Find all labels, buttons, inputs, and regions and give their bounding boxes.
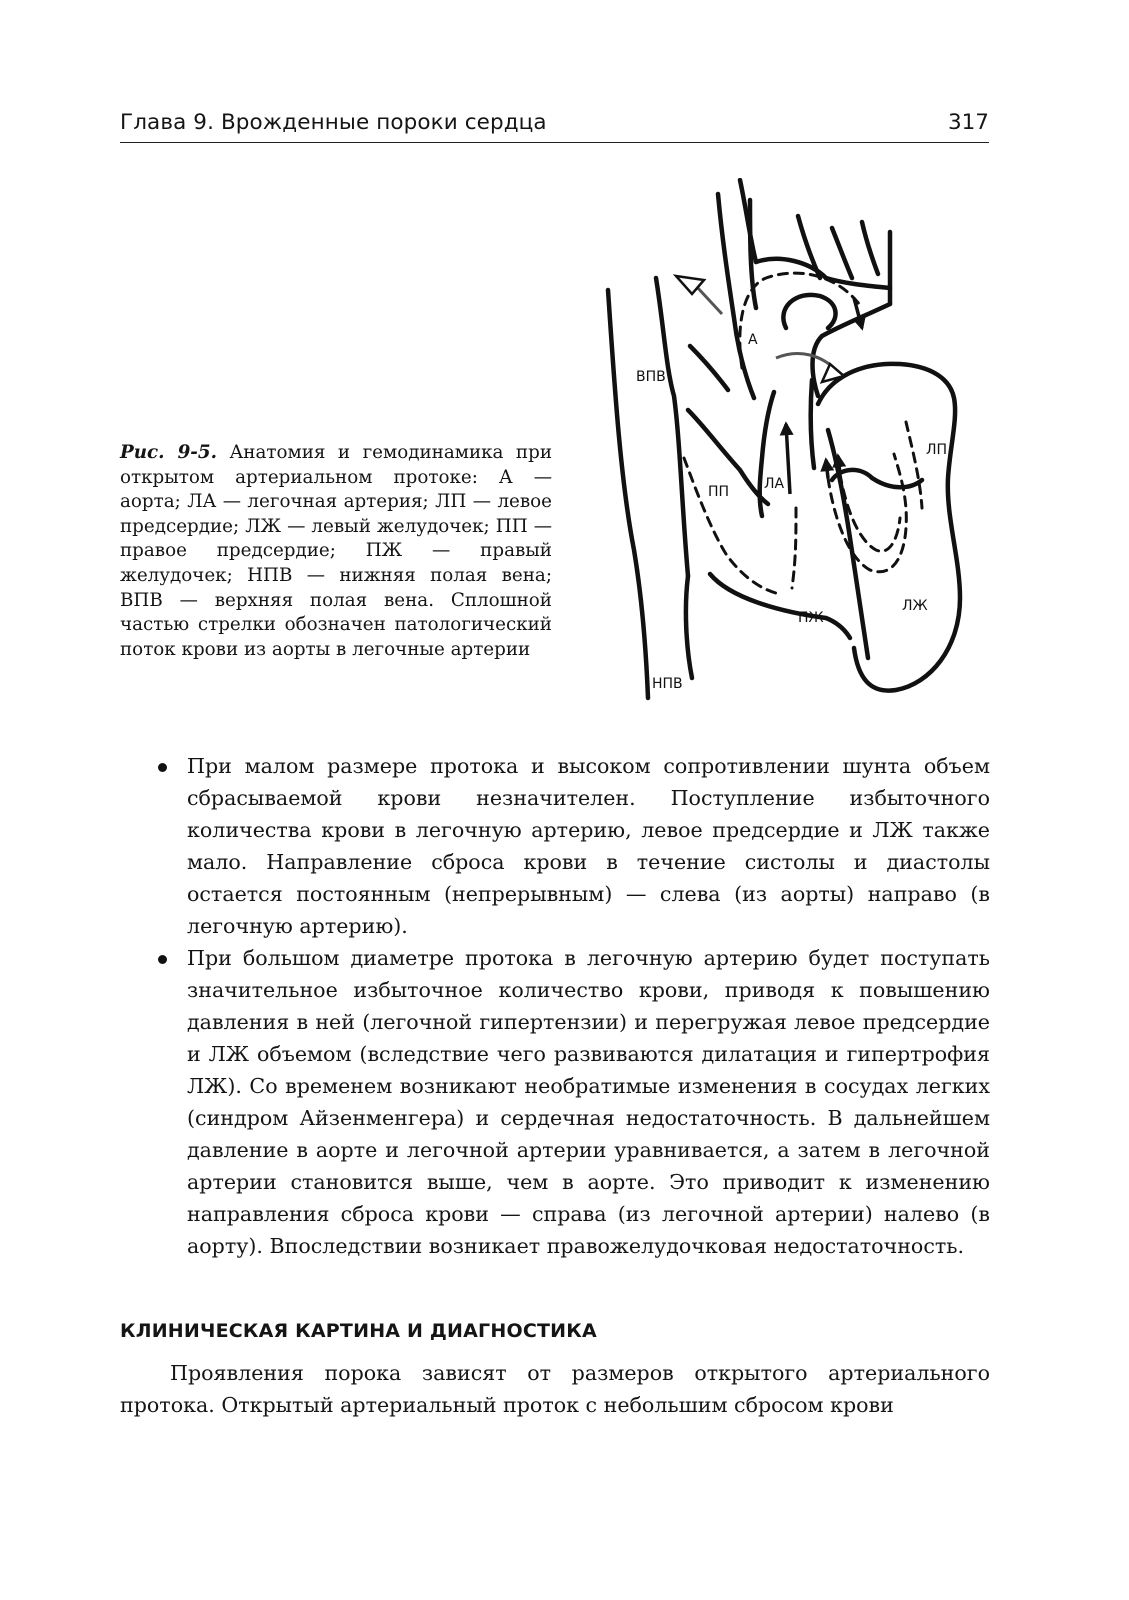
flow-arrow-svc [696,286,722,314]
flow-dashed-lp [906,422,922,508]
left-atrium-lower [832,470,922,487]
label-npv: НПВ [652,676,683,692]
arch-branch-4 [862,222,878,274]
figure-caption [120,441,552,662]
bullet-text: При большом диаметре протока в легочную артерию будет поступать значительное избыточное количество крови, приводя к повышению давления в ней (легочной гипертензии) и перегружая левое предсердие и ЛЖ объемом (вследствие чего развиваются дилатация и гипертрофия ЛЖ). Со временем возникают необратимые изменения в сосудах легких (синдром Айзенменгера) и сердечная недостаточность. В дальнейшем давление в аорте и легочной артерии уравнивается, а затем в легочной артерии становится выше, чем в аорте. Это приводит к изменению направления сброса крови — справа (из легочной артерии) налево (в аорту). Впоследствии возникает правожелудочковая недостаточность. [187,946,990,1258]
pulmonary-trunk-left [760,392,774,516]
label-vpv: ВПВ [636,369,666,385]
chapter-title: Глава 9. Врожденные пороки сердца [120,110,547,135]
aortic-arch-top [756,259,890,288]
label-la: ЛА [764,476,785,492]
ductus-loop [783,295,835,328]
figure-caption-text: Анатомия и гемодинамика при открытом артериальном протоке: А — аорта; ЛА — легочная артерия; ЛП — левое предсердие; ЛЖ — левый желудочек; ПП — правое предсердие; ПЖ — правый желудочек; НПВ — нижняя полая вена; ВПВ — верхняя полая вена. Сплошной частью стрелки обозначен патологический поток крови из аорты в легочные артерии [120,442,553,660]
ivc-junction [686,576,692,678]
bullet-item [120,750,990,942]
bullet-text: При малом размере протока и высоком сопротивлении шунта объем сбрасываемой крови незначителен. Поступление избыточного количества крови в легочную артерию, левое предсердие и ЛЖ также мало. Направление сброса крови в течение систолы и диастолы остается постоянным (непрерывным) — слева (из аорты) направо (в легочную артерию). [187,754,990,938]
section-heading: КЛИНИЧЕСКАЯ КАРТИНА И ДИАГНОСТИКА [120,1320,597,1342]
section-paragraph: Проявления порока зависят от размеров открытого артериального протока. Открытый артериальный проток с небольшим сбросом крови [120,1361,990,1417]
bullet-item [120,942,990,1262]
arch-branch-3 [832,228,852,278]
svc-right-wall [690,346,728,390]
arch-branch-1 [740,180,756,262]
heart-diagram-svg [600,178,1000,718]
pulmonary-trunk-right [811,380,814,468]
flow-arrow-lv-up-2 [838,456,840,474]
vena-cava-outer-wall [608,290,648,698]
label-lzh: ЛЖ [902,598,928,614]
figure-caption-label: Рис. 9-5. [120,442,217,463]
right-ventricle-outline [710,574,850,638]
label-a: А [748,332,758,348]
bullet-list [120,750,990,1262]
label-pzh: ПЖ [798,610,824,626]
bullet-dot [158,955,167,964]
label-pp: ПП [708,484,730,500]
flow-arrow-ductus [776,354,836,370]
heart-diagram [600,178,1000,718]
flow-arrow-lv-up-1 [826,460,828,478]
vena-cava-inner-wall [656,278,688,576]
label-lp: ЛП [926,442,948,458]
flow-dashed-rv [792,508,796,588]
page-header [120,108,989,143]
flow-arrow-la-up [786,424,790,494]
bullet-dot [158,763,167,772]
page-number: 317 [947,110,989,135]
